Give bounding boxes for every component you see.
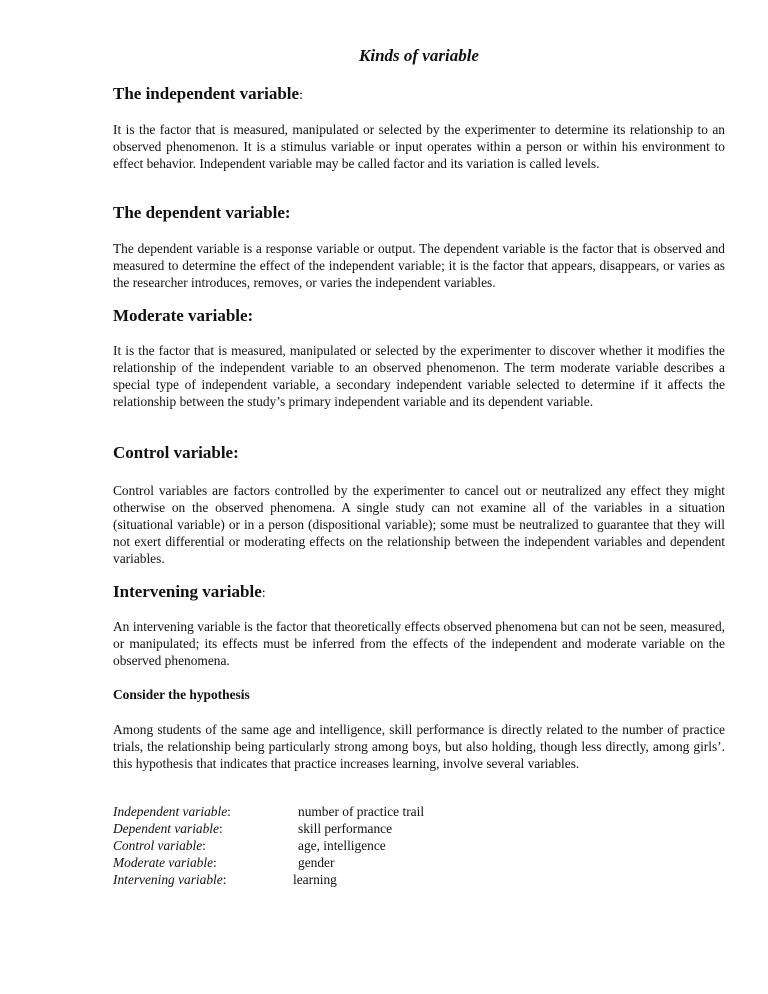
independent-variable-heading-text: The independent variable — [113, 84, 300, 103]
variable-label: Intervening variable — [113, 872, 223, 887]
dependent-variable-definition: The dependent variable is a response variable or output. The dependent variable is the factor that is observed and measured to determine the effect of the independent variable; it is the factor that appears, disappears, or varies as the researcher introduces, removes, or varies the independent variables. — [113, 241, 725, 290]
intervening-variable-definition: An intervening variable is the factor that theoretically effects observed phenomena but can not be seen, measured, or manipulated; its effects must be inferred from the effects of the independent and moderate variable on the observed phenomena. — [113, 619, 725, 668]
variable-row-control — [113, 837, 725, 854]
dependent-variable-heading: The dependent variable: — [113, 203, 291, 222]
variable-row-dependent — [113, 820, 725, 837]
variable-label-colon: : — [202, 838, 206, 853]
independent-variable-definition: It is the factor that is measured, manipulated or selected by the experimenter to determine its relationship to an observed phenomenon. It is a stimulus variable or input operates within a person or within his environment to effect behavior. Independent variable may be called factor and its variation is called levels. — [113, 122, 725, 171]
variable-label: Moderate variable — [113, 855, 214, 870]
intervening-variable-heading — [113, 582, 266, 602]
variable-label: Control variable — [113, 838, 203, 853]
variable-label: Dependent variable — [113, 821, 219, 836]
variable-label-colon: : — [222, 872, 227, 887]
intervening-variable-heading-text: Intervening variable — [113, 582, 262, 601]
variable-label-colon: : — [227, 804, 231, 819]
control-variable-heading: Control variable: — [113, 443, 239, 462]
variable-row-moderate — [113, 854, 725, 871]
variable-label-colon: : — [213, 855, 217, 870]
variable-list — [113, 803, 725, 888]
variable-value: age, intelligence — [298, 838, 386, 853]
variable-row-intervening — [113, 871, 725, 888]
document-title: Kinds of variable — [359, 46, 479, 65]
control-variable-definition: Control variables are factors controlled by the experimenter to cancel out or neutralized any effect they might otherwise on the observed phenomena. A single study can not examine all of the variables in a situation (situational variable) or in a person (dispositional variable); some must be neutralized to guarantee that they will not exert differential or moderating effects on the relationship between the independent variables and dependent variables. — [113, 483, 725, 566]
variable-value: gender — [298, 855, 335, 870]
moderate-variable-definition: It is the factor that is measured, manipulated or selected by the experimenter to discover whether it modifies the relationship of the independent variable to an observed phenomenon. The term moderate variable describes a special type of independent variable, a secondary independent variable selected to determine if it affects the relationship between the study’s primary independent variable and its dependent variable. — [113, 343, 725, 409]
independent-variable-heading-colon: : — [299, 88, 303, 103]
variable-row-independent — [113, 803, 725, 820]
moderate-variable-heading: Moderate variable: — [113, 306, 254, 325]
variable-label-colon: : — [218, 821, 223, 836]
hypothesis-heading: Consider the hypothesis — [113, 687, 250, 702]
variable-label: Independent variable — [113, 804, 228, 819]
intervening-variable-heading-colon: : — [261, 586, 266, 601]
independent-variable-heading — [113, 84, 303, 104]
hypothesis-text: Among students of the same age and intelligence, skill performance is directly related to the number of practice trials, the relationship being particularly strong among boys, but also holding, though less directly, among girls’. this hypothesis that indicates that practice increases learning, involve several variables. — [113, 722, 725, 771]
variable-value: learning — [293, 872, 337, 887]
variable-value: skill performance — [298, 821, 393, 836]
variable-value: number of practice trail — [298, 804, 425, 819]
